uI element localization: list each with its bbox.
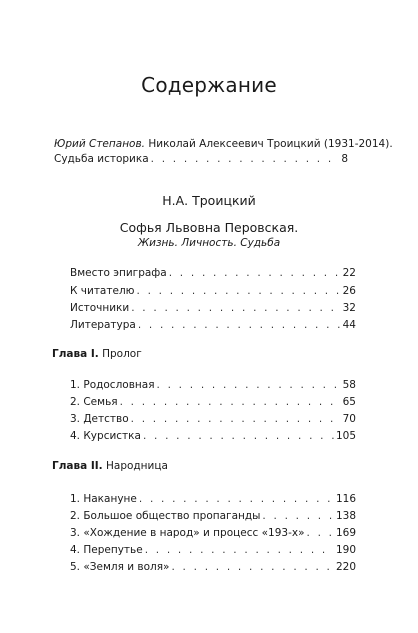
toc-entry-label: 4. Перепутье — [70, 544, 143, 556]
chapter-heading-1 — [52, 348, 142, 360]
toc-entry-page: 44 — [342, 319, 356, 331]
toc-entry-page: 32 — [342, 302, 356, 314]
toc-entry-propaganda-society[interactable] — [70, 509, 356, 524]
toc-entry-genealogy[interactable] — [70, 378, 356, 393]
chapter-name: Пролог — [98, 348, 142, 360]
toc-entry-label: 3. Детство — [70, 413, 129, 425]
toc-leader-dots — [138, 318, 340, 333]
toc-entry-label: 1. Накануне — [70, 493, 137, 505]
toc-entry-page: 22 — [342, 267, 356, 279]
toc-entry-page: 58 — [342, 379, 356, 391]
toc-entry-label: Источники — [70, 302, 130, 314]
intro-author: Юрий Степанов. — [54, 138, 146, 150]
toc-entry-crossroads[interactable] — [70, 543, 356, 558]
toc-entry-to-reader[interactable] — [70, 284, 356, 299]
toc-entry-family[interactable] — [70, 395, 356, 410]
toc-entry-label: Литература — [70, 319, 136, 331]
toc-leader-dots — [151, 152, 332, 167]
page-title: Содержание — [141, 73, 277, 97]
toc-leader-dots — [137, 284, 341, 299]
toc-entry-literature[interactable] — [70, 318, 356, 333]
toc-entry-land-and-liberty[interactable] — [70, 560, 356, 575]
chapter-name: Народница — [102, 460, 168, 472]
toc-entry-epigraph[interactable] — [70, 266, 356, 281]
toc-entry-page: 190 — [335, 544, 356, 556]
intro-title-part1: Николай Алексеевич Троицкий (1931-2014). — [145, 138, 393, 150]
toc-entry-going-to-people[interactable] — [70, 526, 356, 541]
intro-entry-line2[interactable] — [54, 152, 348, 167]
toc-leader-dots — [169, 266, 340, 281]
toc-entry-sources[interactable] — [70, 301, 356, 316]
chapter-number: Глава II. — [52, 460, 103, 472]
toc-leader-dots — [120, 395, 340, 410]
toc-entry-label: К читателю — [70, 285, 135, 297]
toc-entry-page: 70 — [342, 413, 356, 425]
toc-leader-dots — [143, 429, 334, 444]
toc-entry-page: 26 — [342, 285, 356, 297]
toc-entry-label: Судьба историка — [54, 153, 149, 165]
toc-leader-dots — [131, 412, 340, 427]
chapter-number: Глава I. — [52, 348, 99, 360]
toc-entry-page: 8 — [341, 153, 348, 165]
toc-leader-dots — [157, 378, 340, 393]
toc-leader-dots — [131, 301, 340, 316]
toc-entry-childhood[interactable] — [70, 412, 356, 427]
toc-entry-page: 116 — [335, 493, 356, 505]
toc-entry-page: 220 — [335, 561, 356, 573]
intro-entry-line1 — [54, 138, 393, 150]
toc-entry-label: 1. Родословная — [70, 379, 155, 391]
toc-entry-page: 138 — [335, 510, 356, 522]
toc-entry-page: 65 — [342, 396, 356, 408]
book-author: Н.А. Троицкий — [162, 193, 256, 208]
chapter-heading-2 — [52, 460, 168, 472]
toc-leader-dots — [262, 509, 334, 524]
toc-entry-page: 105 — [335, 430, 356, 442]
toc-leader-dots — [139, 492, 334, 507]
toc-entry-label: 3. «Хождение в народ» и процесс «193-х» — [70, 527, 305, 539]
book-subtitle: Жизнь. Личность. Судьба — [137, 237, 281, 249]
book-title: Софья Львовна Перовская. — [119, 220, 299, 235]
toc-entry-label: 4. Курсистка — [70, 430, 141, 442]
toc-entry-label: 2. Большое общество пропаганды — [70, 510, 261, 522]
toc-entry-kursistka[interactable] — [70, 429, 356, 444]
toc-entry-page: 169 — [335, 527, 356, 539]
toc-entry-eve[interactable] — [70, 492, 356, 507]
toc-entry-label: 2. Семья — [70, 396, 118, 408]
toc-leader-dots — [171, 560, 333, 575]
toc-leader-dots — [307, 526, 334, 541]
toc-leader-dots — [145, 543, 334, 558]
toc-entry-label: 5. «Земля и воля» — [70, 561, 170, 573]
toc-entry-label: Вместо эпиграфа — [70, 267, 167, 279]
